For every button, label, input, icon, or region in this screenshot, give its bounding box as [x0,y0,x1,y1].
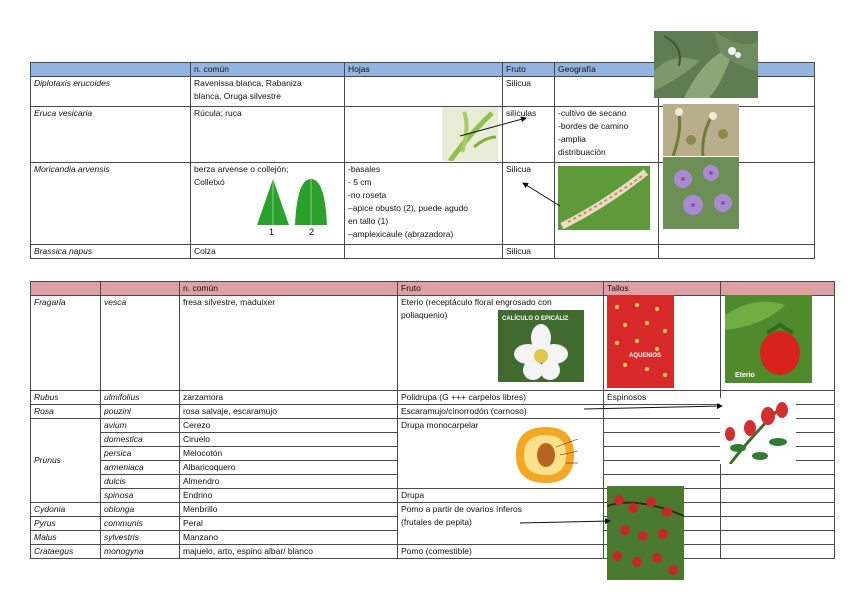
fruit-cell: Pomo (comestible) [398,545,604,559]
common-name-cell: zarzamora [180,391,398,405]
table2-header-genus [31,282,101,296]
fruit-cell: Silicua [503,163,555,245]
table-row [31,245,815,259]
common-name-cell: fresa silvestre, maduixer [180,296,398,391]
image-cell [721,489,835,503]
rose-hips-photo [720,398,796,464]
common-name-cell: majuelo, arto, espino albar/ blanco [180,545,398,559]
common-name-cell: Melocotón [180,447,398,461]
species-cell: Diplotaxis erucoides [31,77,191,107]
common-name-cell: Ravenissa blanca, Rabaniza blanca, Oruga silvestre [191,77,345,107]
image-cell [721,517,835,531]
leaves-cell: -basales - 5 cm -no roseta –apice obusto (2), puede agudo en tallo (1) –amplexicaule (abrazadora) [345,163,503,245]
leaves-cell [345,77,503,107]
leaf-label-2: 2 [309,227,315,237]
table1-header-species [31,63,191,77]
common-name-cell: Endrino [180,489,398,503]
fruit-cell: Drupa monocarpelar [398,419,604,489]
common-name-cell: Menbrillo [180,503,398,517]
stems-cell [604,447,721,461]
leaf-label-1: 1 [269,227,275,237]
stems-cell: Espinosos [604,391,721,405]
strawberry-achenes-photo [607,295,674,388]
peach-drupe-diagram [510,421,580,487]
calyx-caption: CALÍCULO O EPICÁLIZ [502,316,569,322]
common-name-cell: rosa salvaje, escaramujo [180,405,398,419]
common-name-cell: Ciruelo [180,433,398,447]
table2-header-stems: Tallos [604,282,721,296]
fruit-cell: Pomo a partir de ovarios ínferos (frutales de pepita) [398,503,604,545]
image-cell [659,245,815,259]
image-cell [721,503,835,517]
table2-header-row [31,282,835,296]
hawthorn-berries-photo [607,486,684,580]
diplotaxis-leaves-photo [654,31,758,98]
eruca-plant-photo [663,104,739,156]
fruit-cell: Polidrupa (G +++ carpelos libres) [398,391,604,405]
table1-header-fruit: Fruto [503,63,555,77]
leaves-cell [345,245,503,259]
species-cell: persica [101,447,180,461]
fruit-cell: Eterio (receptáculo floral engrosado con poliaquenio) [398,296,604,391]
common-name-cell: Peral [180,517,398,531]
geography-cell: -cultivo de secano -bordes de camino -amplia distribuación [555,107,659,163]
table2-header-extra [721,282,835,296]
table-row [31,489,835,503]
genus-cell: Pyrus [31,517,101,531]
species-cell: spinosa [101,489,180,503]
species-cell: avium [101,419,180,433]
table1-header-common-name: n. común [191,63,345,77]
table-row [31,503,835,517]
species-cell: domestica [101,433,180,447]
wild-strawberry-photo [725,295,812,383]
image-cell [721,545,835,559]
species-cell: communis [101,517,180,531]
species-cell: ulmifolius [101,391,180,405]
common-name-cell: Almendro [180,475,398,489]
eruca-pod-photo [442,107,498,161]
geography-cell [555,77,659,107]
common-name-cell: Cerezo [180,419,398,433]
fruit-cell: Silicua [503,77,555,107]
genus-cell: Rubus [31,391,101,405]
stems-cell [604,419,721,433]
table-row [31,419,835,433]
species-cell: dulcis [101,475,180,489]
species-cell: Brassica napus [31,245,191,259]
species-cell: monogyna [101,545,180,559]
common-name-cell: Colza [191,245,345,259]
stems-cell [604,433,721,447]
stems-cell [604,405,721,419]
strawberry-caption: Eterio [735,372,755,379]
achenes-caption: AQUENIOS [629,353,662,359]
leaves-illustration [654,31,758,98]
stems-cell [604,461,721,475]
species-cell: Eruca vesicaria [31,107,191,163]
common-name-cell: Manzano [180,531,398,545]
species-cell: sylvestris [101,531,180,545]
table1-header-leaves: Hojas [345,63,503,77]
table2-header-common-name: n. común [180,282,398,296]
species-cell: oblonga [101,503,180,517]
genus-cell: Malus [31,531,101,545]
image-cell [721,475,835,489]
genus-cell: Fragaria [31,296,101,391]
moricandia-flowers-photo [663,157,739,229]
genus-cell: Crataegus [31,545,101,559]
genus-cell: Prunus [31,419,101,503]
fruit-cell: Escaramujo/cinorrodón (carnoso) [398,405,604,419]
species-cell: pouzini [101,405,180,419]
table-row [31,296,835,391]
geography-cell [555,245,659,259]
table2-header-fruit: Fruto [398,282,604,296]
genus-cell: Cydonia [31,503,101,517]
genus-cell: Rosa [31,405,101,419]
rosaceae-table [30,281,835,559]
strawberry-calyx-photo [498,310,584,382]
species-cell: vesca [101,296,180,391]
fruit-cell: Drupa [398,489,604,503]
species-cell: armeniaca [101,461,180,475]
table-row [31,391,835,405]
table-row [31,405,835,419]
image-cell [721,531,835,545]
species-cell: Moricandia arvensis [31,163,191,245]
fruit-cell: Silicua [503,245,555,259]
fruit-cell: silículas [503,107,555,163]
common-name-cell: Rúcula; ruca [191,107,345,163]
table-row [31,545,835,559]
leaf-shape-diagram [253,179,333,237]
common-name-cell: Albaricoquero [180,461,398,475]
table1-header-geography: Geografía [555,63,659,77]
common-name-cell: berza arvense o collejón; Colletxó [191,163,345,245]
table2-header-species [101,282,180,296]
moricandia-silique-photo [558,166,650,230]
